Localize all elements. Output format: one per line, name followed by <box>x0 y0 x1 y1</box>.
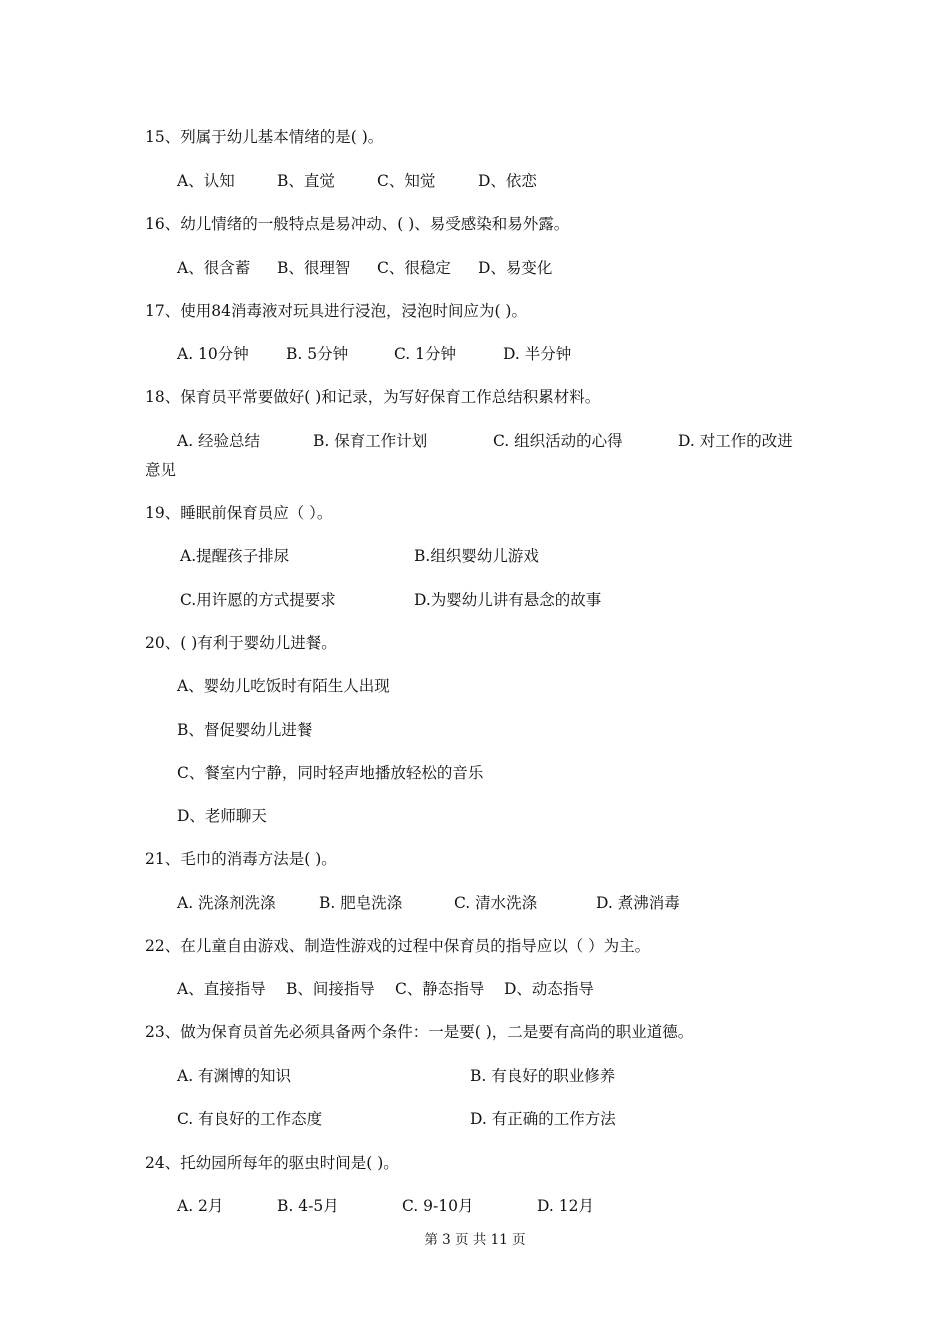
question-22-option-a: A、直接指导 <box>177 980 266 998</box>
question-19-option-b: B.组织婴幼儿游戏 <box>414 547 539 565</box>
question-23-option-d: D. 有正确的工作方法 <box>470 1110 616 1128</box>
question-24-option-a: A. 2月 <box>177 1197 224 1215</box>
question-19-option-d: D.为婴幼儿讲有悬念的故事 <box>414 591 602 609</box>
question-17-option-b: B. 5分钟 <box>286 345 349 363</box>
question-21-stem: 21、毛巾的消毒方法是( )。 <box>145 850 337 868</box>
question-15-option-d: D、依恋 <box>478 172 537 190</box>
question-21-option-b: B. 肥皂洗涤 <box>319 894 403 912</box>
question-18-continuation: 意见 <box>145 461 177 479</box>
question-20-stem: 20、( )有利于婴幼儿进餐。 <box>145 634 337 652</box>
question-20-option-a: A、婴幼儿吃饭时有陌生人出现 <box>177 677 390 695</box>
question-18-stem: 18、保育员平常要做好( )和记录，为写好保育工作总结积累材料。 <box>145 388 601 406</box>
question-22-option-d: D、动态指导 <box>504 980 594 998</box>
question-22-option-c: C、静态指导 <box>395 980 485 998</box>
question-23-option-b: B. 有良好的职业修养 <box>470 1067 616 1085</box>
question-20-option-d: D、老师聊天 <box>177 807 267 825</box>
question-22-option-b: B、间接指导 <box>286 980 375 998</box>
question-24-option-b: B. 4-5月 <box>277 1197 339 1215</box>
question-15-option-b: B、直觉 <box>277 172 335 190</box>
question-16-option-b: B、很理智 <box>277 259 351 277</box>
question-23-stem: 23、做为保育员首先必须具备两个条件：一是要( )，二是要有高尚的职业道德。 <box>145 1023 694 1041</box>
question-16-option-c: C、很稳定 <box>377 259 451 277</box>
question-22-stem: 22、在儿童自由游戏、制造性游戏的过程中保育员的指导应以（ ）为主。 <box>145 937 651 955</box>
question-15-stem: 15、列属于幼儿基本情绪的是( )。 <box>145 128 384 146</box>
question-20-option-b: B、督促婴幼儿进餐 <box>177 721 313 739</box>
question-24-option-d: D. 12月 <box>537 1197 594 1215</box>
question-17-stem: 17、使用84消毒液对玩具进行浸泡，浸泡时间应为( )。 <box>145 302 527 320</box>
question-18-option-d: D. 对工作的改进 <box>678 432 793 450</box>
question-18-option-a: A. 经验总结 <box>177 432 261 450</box>
question-21-option-d: D. 煮沸消毒 <box>596 894 680 912</box>
question-16-option-d: D、易变化 <box>478 259 553 277</box>
question-15-option-c: C、知觉 <box>377 172 436 190</box>
question-18-option-c: C. 组织活动的心得 <box>493 432 623 450</box>
question-16-option-a: A、很含蓄 <box>177 259 251 277</box>
question-23-option-c: C. 有良好的工作态度 <box>177 1110 323 1128</box>
question-19-stem: 19、睡眠前保育员应（ ）。 <box>145 504 333 522</box>
question-19-option-a: A.提醒孩子排尿 <box>180 547 290 565</box>
question-24-option-c: C. 9-10月 <box>402 1197 474 1215</box>
question-21-option-a: A. 洗涤剂洗涤 <box>177 894 276 912</box>
question-17-option-d: D. 半分钟 <box>503 345 572 363</box>
question-17-option-c: C. 1分钟 <box>394 345 457 363</box>
question-19-option-c: C.用许愿的方式提要求 <box>180 591 336 609</box>
question-15-option-a: A、认知 <box>177 172 235 190</box>
question-23-option-a: A. 有渊博的知识 <box>177 1067 292 1085</box>
question-17-option-a: A. 10分钟 <box>177 345 249 363</box>
page-number-footer: 第 3 页 共 11 页 <box>424 1232 526 1248</box>
question-24-stem: 24、托幼园所每年的驱虫时间是( )。 <box>145 1154 399 1172</box>
question-20-option-c: C、餐室内宁静，同时轻声地播放轻松的音乐 <box>177 764 484 782</box>
question-21-option-c: C. 清水洗涤 <box>454 894 538 912</box>
question-16-stem: 16、幼儿情绪的一般特点是易冲动、( )、易受感染和易外露。 <box>145 215 570 233</box>
question-18-option-b: B. 保育工作计划 <box>313 432 428 450</box>
